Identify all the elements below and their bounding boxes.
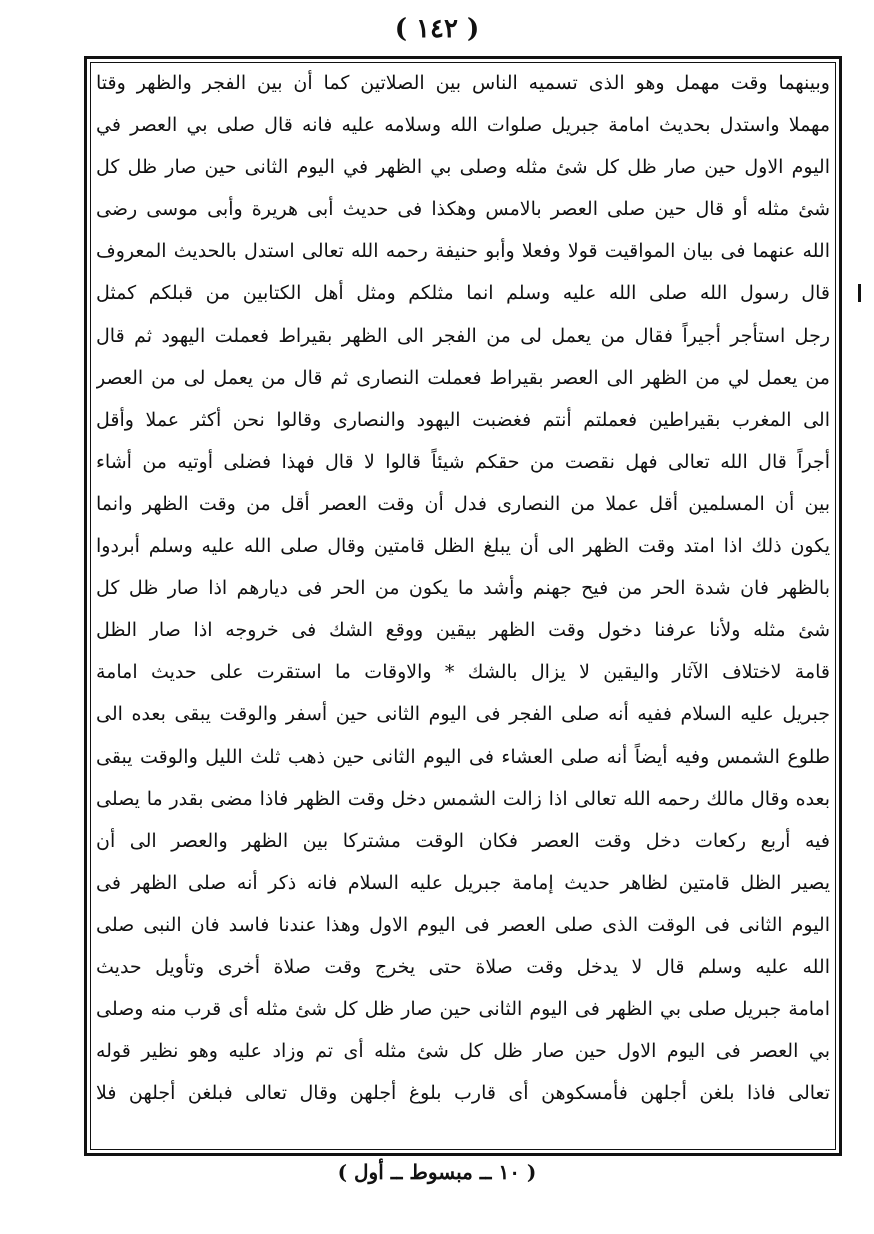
text-line: قامة لاختلاف الآثار واليقين لا يزال بالشك * والاوقات ما استقرت على حديث امامة	[96, 661, 830, 684]
text-line: اليوم الاول حين صار ظل كل شئ مثله وصلى بي الظهر في اليوم الثانى حين صار ظل كل	[96, 156, 830, 179]
body-text	[96, 62, 830, 1114]
text-line: بي العصر فى اليوم الاول حين صار ظل كل شئ مثله أى تم وزاد عليه وهو نظير قوله	[96, 1040, 830, 1063]
page-number: ( ١٤٢ )	[394, 14, 480, 44]
text-line: تعالى فاذا بلغن أجلهن فأمسكوهن أى قارب بلوغ أجلهن وقال تعالى فبلغن أجلهن فلا	[96, 1082, 830, 1105]
text-line: الى المغرب بقيراطين فعملتم أنتم فغضبت اليهود والنصارى وقالوا نحن أكثر عملا وأقل	[96, 408, 830, 431]
footer-signature: ( ١٠ ــ مبسوط ــ أول )	[337, 1160, 537, 1184]
text-line: الله عنهما فى بيان المواقيت قولا وفعلا وأبو حنيفة رحمه الله تعالى استدل بالحديث المعروف	[96, 240, 830, 263]
text-line: جبريل عليه السلام ففيه أنه صلى الفجر فى اليوم الثانى حين أسفر والوقت يبقى بعده الى	[96, 703, 830, 726]
text-line: يكون ذلك اذا امتد وقت الظهر الى أن يبلغ الظل قامتين وقال صلى الله عليه وسلم أبردوا	[96, 535, 830, 558]
text-line: الله عليه وسلم قال لا يدخل وقت صلاة حتى يخرج وقت صلاة أخرى وتأويل حديث	[96, 955, 830, 978]
text-line: شئ مثله ولأنا عرفنا دخول وقت الظهر بيقين ووقع الشك فى خروجه اذا صار الظل	[96, 619, 830, 642]
text-line: يصير الظل قامتين لظاهر حديث إمامة جبريل عليه السلام فانه ذكر أنه صلى الظهر فى	[96, 871, 830, 894]
text-line: اليوم الثانى فى الوقت الذى صلى العصر فى اليوم الاول وهذا عندنا فاسد فان النبى صلى	[96, 913, 830, 936]
text-line: قال رسول الله صلى الله عليه وسلم انما مثلكم ومثل أهل الكتابين من قبلكم كمثل	[96, 282, 830, 305]
text-line: شئ مثله أو قال حين صلى العصر بالامس وهكذا فى حديث أبى هريرة وأبى موسى رضى	[96, 198, 830, 221]
text-line: فيه أربع ركعات دخل وقت العصر فكان الوقت مشتركا بين الظهر والعصر الى أن	[96, 829, 830, 852]
text-line: وبينهما وقت مهمل وهو الذى تسميه الناس بين الصلاتين كما أن بين الفجر والظهر وقتا	[96, 72, 830, 94]
text-line: بين أن المسلمين أقل عملا من النصارى فدل أن وقت العصر أقل من وقت الظهر وانما	[96, 492, 830, 515]
text-line: طلوع الشمس وفيه أيضاً أنه صلى العشاء فى اليوم الثانى حين ذهب ثلث الليل والوقت يبقى	[96, 745, 830, 768]
text-line: بالظهر فان شدة الحر من فيح جهنم وأشد ما يكون من الحر فى ديارهم اذا صار ظل كل	[96, 577, 830, 600]
text-line: بعده وقال مالك رحمه الله تعالى اذا زالت الشمس دخل وقت الظهر فاذا مضى بقدر ما يصلى	[96, 787, 830, 810]
text-line: امامة جبريل صلى بي الظهر فى اليوم الثانى حين صار ظل كل شئ مثله أى قرب منه وصلى	[96, 998, 830, 1021]
margin-mark	[858, 284, 861, 302]
text-line: مهملا واستدل بحديث امامة جبريل صلوات الله وسلامه عليه فانه قال صلى بي العصر في	[96, 114, 830, 137]
text-line: من يعمل لي من الظهر الى العصر بقيراط فعملت النصارى ثم قال من يعمل لى من العصر	[96, 366, 830, 389]
text-line: رجل استأجر أجيراً فقال من يعمل لى من الفجر الى الظهر بقيراط فعملت اليهود ثم قال	[96, 324, 830, 347]
text-line: أجراً قال الله تعالى فهل نقصت من حقكم شيئاً قالوا لا قال فهذا فضلى أوتيه من أشاء	[96, 450, 830, 473]
